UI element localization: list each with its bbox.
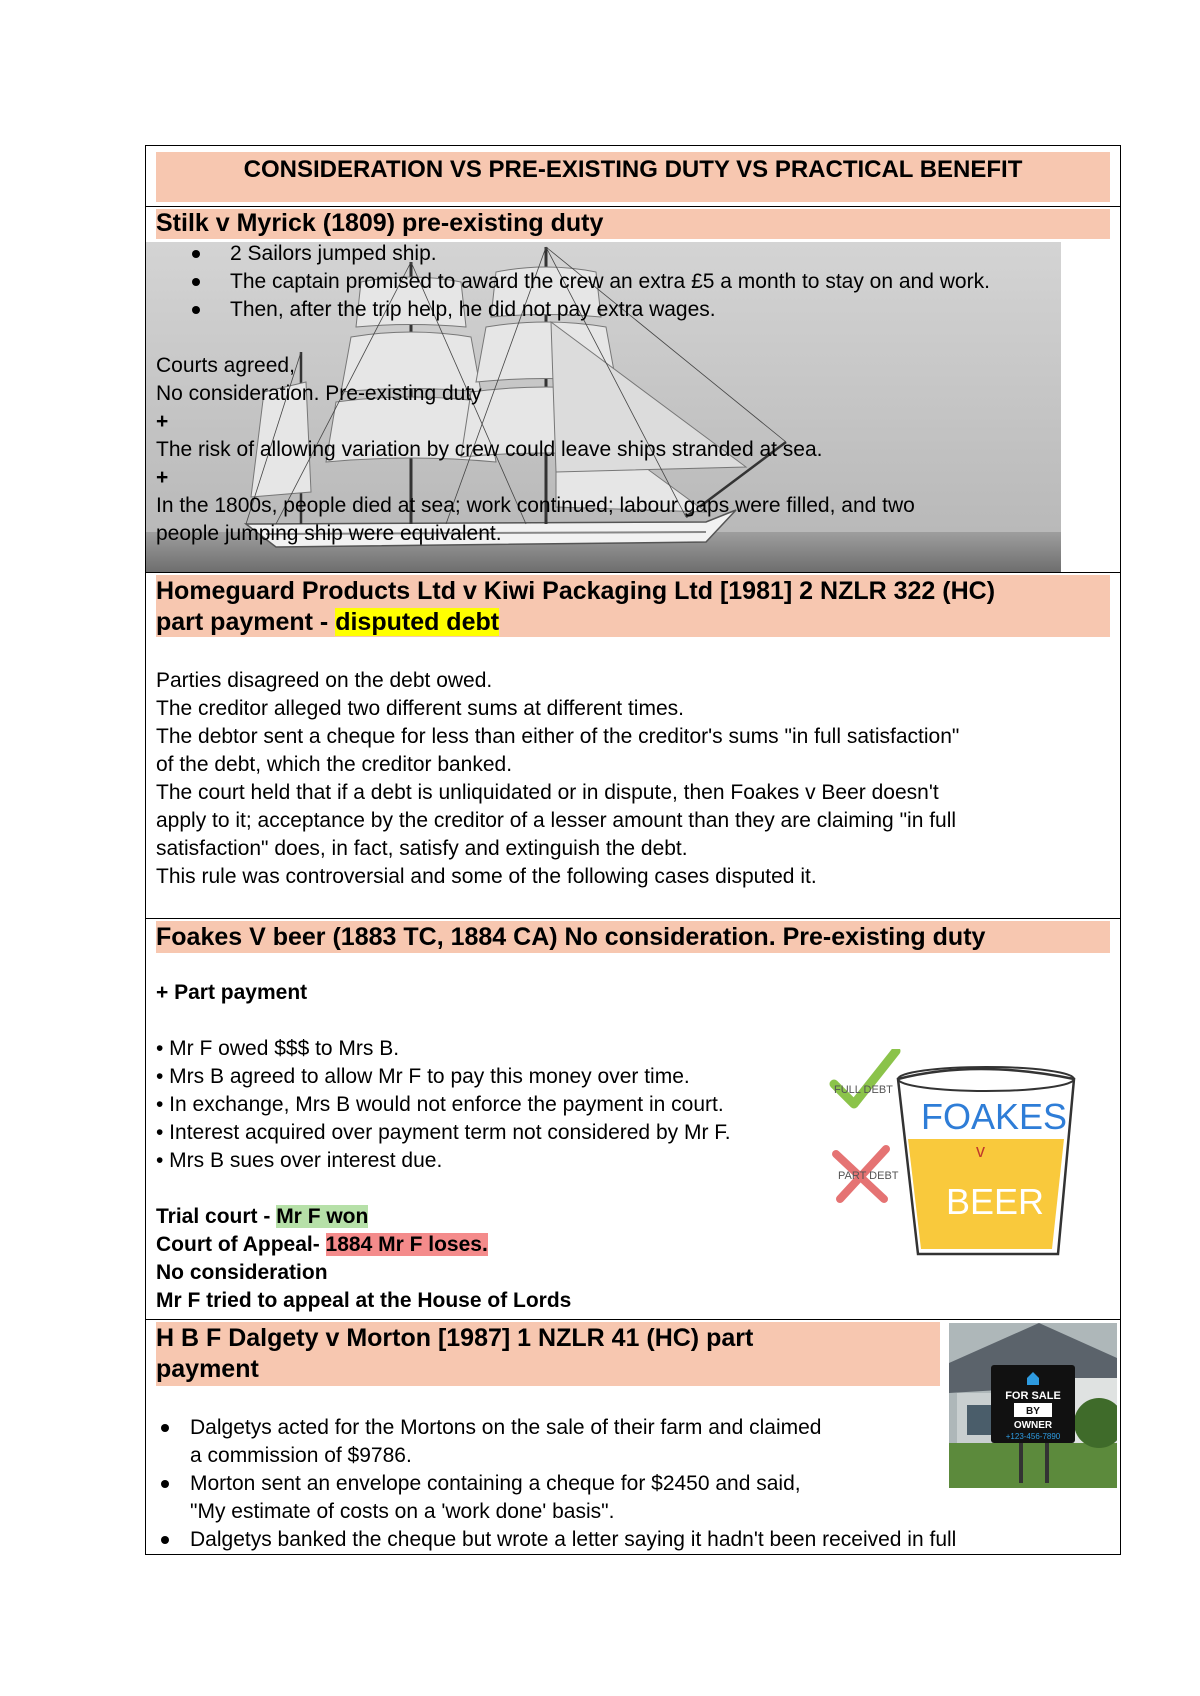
plus-sign: + <box>156 466 169 489</box>
foakes-cell <box>146 919 1120 1320</box>
paragraph-line: Parties disagreed on the debt owed. <box>156 669 493 692</box>
sign-phone: +123-456-7890 <box>1005 1432 1061 1441</box>
page-title: CONSIDERATION VS PRE-EXISTING DUTY VS PRACTICAL BENEFIT <box>243 156 1023 183</box>
stilk-cell <box>146 207 1120 573</box>
paragraph-line: of the debt, which the creditor banked. <box>156 753 513 776</box>
no-consideration-text: No consideration. Pre-existing duty <box>156 382 482 405</box>
dalgety-body <box>156 1414 957 1554</box>
dalgety-heading <box>156 1323 753 1385</box>
glass-bottom-label: BEER <box>946 1181 1045 1222</box>
courts-agreed-text: Courts agreed, <box>156 354 295 377</box>
trial-court-line <box>156 1203 731 1231</box>
glass-top-label: FOAKES <box>921 1096 1068 1137</box>
homeguard-cell <box>146 573 1120 919</box>
homeguard-paragraph <box>156 667 1110 891</box>
document-table <box>145 145 1121 1555</box>
stilk-body <box>156 240 1110 548</box>
list-item: 2 Sailors jumped ship. <box>156 240 1110 268</box>
dalgety-heading-line: H B F Dalgety v Morton [1987] 1 NZLR 41 (HC) part <box>156 1324 754 1352</box>
paragraph-line: The debtor sent a cheque for less than either of the creditor's sums "in full satisfaction" <box>156 725 960 748</box>
appeal-result-highlight: 1884 Mr F loses. <box>325 1233 488 1256</box>
check-icon <box>834 1051 896 1104</box>
paragraph-line: The creditor alleged two different sums at different times. <box>156 697 684 720</box>
disputed-debt-highlight: disputed debt <box>335 608 500 636</box>
risk-text: The risk of allowing variation by crew could leave ships stranded at sea. <box>156 438 823 461</box>
homeguard-heading-prefix: part payment - <box>156 608 336 636</box>
house-of-lords-text: Mr F tried to appeal at the House of Lords <box>156 1289 572 1312</box>
court-of-appeal-line <box>156 1231 731 1259</box>
foakes-heading: Foakes V beer (1883 TC, 1884 CA) No consideration. Pre-existing duty <box>156 923 986 951</box>
list-item-line: a commission of $9786. <box>190 1444 412 1467</box>
list-item: • Mrs B sues over interest due. <box>156 1149 443 1172</box>
stilk-bullet-list <box>156 240 1110 324</box>
list-item-line: Dalgetys banked the cheque but wrote a letter saying it hadn't been received in full <box>190 1528 957 1551</box>
paragraph-line: The court held that if a debt is unliquidated or in dispute, then Foakes v Beer doesn't <box>156 781 939 804</box>
homeguard-heading <box>156 576 995 638</box>
dalgety-bullet-list <box>156 1414 957 1554</box>
paragraph-line: satisfaction" does, in fact, satisfy and extinguish the debt. <box>156 837 688 860</box>
list-item: • Interest acquired over payment term not considered by Mr F. <box>156 1121 731 1144</box>
list-item: The captain promised to award the crew an extra £5 a month to stay on and work. <box>156 268 1110 296</box>
dalgety-cell <box>146 1320 1120 1556</box>
homeguard-heading-line: Homeguard Products Ltd v Kiwi Packaging Ltd [1981] 2 NZLR 322 (HC) <box>156 577 996 605</box>
list-item: • In exchange, Mrs B would not enforce the payment in court. <box>156 1093 724 1116</box>
plus-sign: + <box>156 410 169 433</box>
history-text-line: In the 1800s, people died at sea; work continued; labour gaps were filled, and two <box>156 494 915 517</box>
foakes-body <box>156 979 731 1315</box>
sign-line: OWNER <box>1013 1420 1053 1431</box>
list-item: Then, after the trip help, he did not pay extra wages. <box>156 296 1110 324</box>
trial-result-highlight: Mr F won <box>276 1205 369 1228</box>
no-consideration-text: No consideration <box>156 1261 328 1284</box>
list-item-line: Dalgetys acted for the Mortons on the sale of their farm and claimed <box>190 1416 822 1439</box>
list-item-line: "My estimate of costs on a 'work done' basis". <box>190 1500 615 1523</box>
title-cell <box>146 146 1120 207</box>
list-item: • Mrs B agreed to allow Mr F to pay this money over time. <box>156 1065 690 1088</box>
part-payment-label: + Part payment <box>156 981 308 1004</box>
paragraph-line: apply to it; acceptance by the creditor of a lesser amount than they are claiming "in full <box>156 809 957 832</box>
list-item <box>156 1526 957 1554</box>
history-text-line: people jumping ship were equivalent. <box>156 522 502 545</box>
list-item: • Mr F owed $$$ to Mrs B. <box>156 1037 400 1060</box>
list-item <box>156 1470 940 1526</box>
homeguard-heading-line <box>156 607 995 638</box>
sign-line: BY <box>1026 1406 1040 1417</box>
list-item <box>156 1414 940 1470</box>
cross-label: PART DEBT <box>838 1170 899 1182</box>
versus-mark: v <box>976 1141 985 1161</box>
dalgety-heading-line: payment <box>156 1355 259 1383</box>
paragraph-line: This rule was controversial and some of the following cases disputed it. <box>156 865 817 888</box>
stilk-heading: Stilk v Myrick (1809) pre-existing duty <box>156 209 604 237</box>
foakes-beer-illustration <box>826 1049 1076 1259</box>
sign-line: FOR SALE <box>1005 1390 1061 1402</box>
list-item-line: Morton sent an envelope containing a cheque for $2450 and said, <box>190 1472 801 1495</box>
for-sale-sign-photo <box>949 1323 1117 1488</box>
appeal-court-label: Court of Appeal- <box>156 1233 326 1256</box>
check-label: FULL DEBT <box>834 1084 893 1096</box>
trial-court-label: Trial court - <box>156 1205 277 1228</box>
